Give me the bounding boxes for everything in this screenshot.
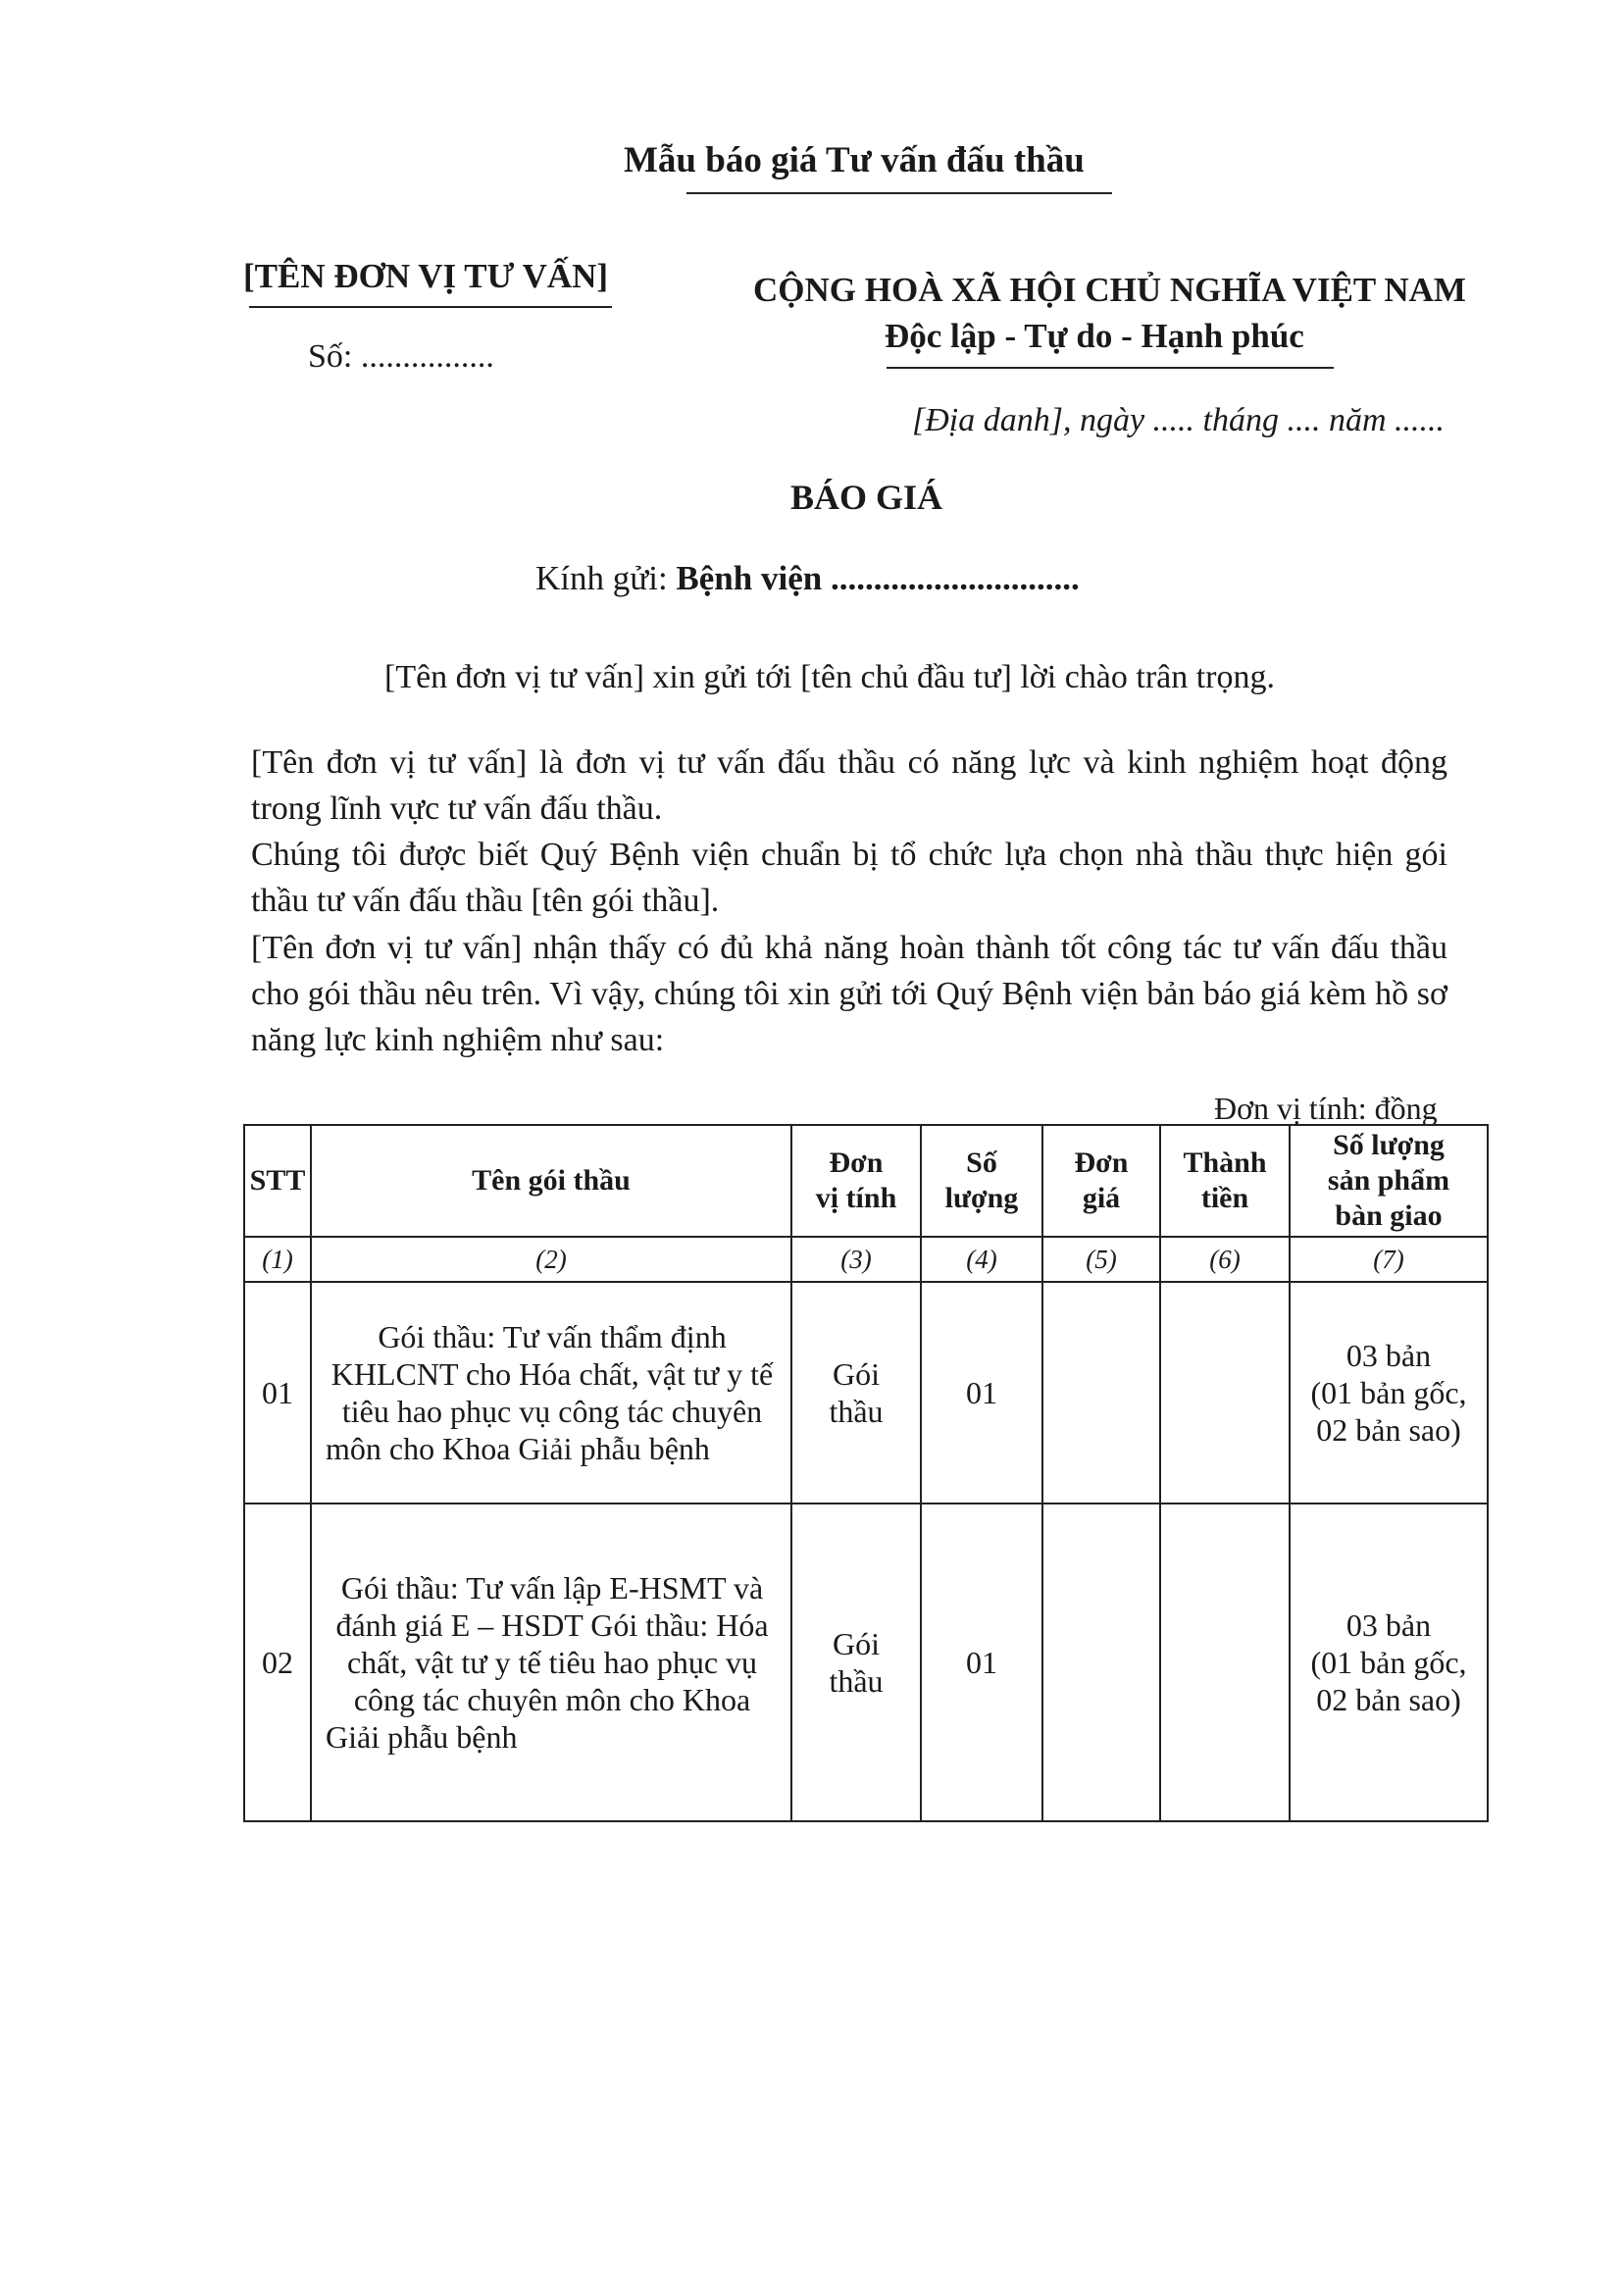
row-total <box>1160 1504 1290 1821</box>
consultant-unit-name: [TÊN ĐƠN VỊ TƯ VẤN] <box>243 257 609 295</box>
quote-table <box>243 1124 1489 1822</box>
column-number: (7) <box>1290 1237 1488 1282</box>
row-deliverables-line2: (01 bản gốc, <box>1310 1375 1467 1410</box>
row-package-name: Gói thầu: Tư vấn thẩm định KHLCNT cho Hóa chất, vật tư y tế tiêu hao phục vụ công tác chuyên môn cho Khoa Giải phẫu bệnh <box>311 1282 791 1504</box>
paragraph-awareness-text: Chúng tôi được biết Quý Bệnh viện chuẩn bị tổ chức lựa chọn nhà thầu thực hiện gói thầu tư vấn đấu thầu [tên gói thầu]. <box>251 837 1447 919</box>
table-row <box>244 1504 1488 1821</box>
header-deliverables <box>1290 1125 1488 1237</box>
column-number: (3) <box>791 1237 921 1282</box>
row-unit <box>791 1504 921 1821</box>
column-number: (5) <box>1042 1237 1160 1282</box>
header-quantity-line2: lượng <box>944 1182 1019 1214</box>
salutation-recipient: Bệnh viện ............................. <box>676 559 1080 597</box>
row-quantity: 01 <box>921 1504 1042 1821</box>
form-title-underline <box>686 192 1112 194</box>
row-unit-line2: thầu <box>829 1663 884 1699</box>
row-unit-price <box>1042 1282 1160 1504</box>
unit-name-underline <box>249 306 612 308</box>
header-unit-line2: vị tính <box>815 1182 897 1214</box>
row-unit <box>791 1282 921 1504</box>
row-deliverables-line3: 02 bản sao) <box>1316 1412 1461 1448</box>
row-deliverables-line3: 02 bản sao) <box>1316 1682 1461 1717</box>
header-stt: STT <box>244 1125 311 1237</box>
row-deliverables <box>1290 1282 1488 1504</box>
header-deliverables-line2: sản phẩm <box>1327 1164 1450 1197</box>
place-date-line: [Địa danh], ngày ..... tháng .... năm ...... <box>912 402 1446 438</box>
table-row <box>244 1282 1488 1504</box>
row-deliverables-line2: (01 bản gốc, <box>1310 1645 1467 1680</box>
column-number: (2) <box>311 1237 791 1282</box>
column-number-row <box>244 1237 1488 1282</box>
paragraph-offer <box>251 925 1447 1063</box>
document-number: Số: ................ <box>308 338 494 375</box>
header-unit <box>791 1125 921 1237</box>
row-unit-price <box>1042 1504 1160 1821</box>
header-total-line1: Thành <box>1183 1147 1267 1179</box>
currency-unit: Đơn vị tính: đồng <box>1214 1091 1438 1126</box>
header-total <box>1160 1125 1290 1237</box>
row-package-name: Gói thầu: Tư vấn lập E-HSMT và đánh giá E – HSDT Gói thầu: Hóa chất, vật tư y tế tiêu hao phục vụ công tác chuyên môn cho Khoa Giải phẫu bệnh <box>311 1504 791 1821</box>
header-quantity <box>921 1125 1042 1237</box>
header-quantity-line1: Số <box>966 1147 997 1179</box>
column-number: (6) <box>1160 1237 1290 1282</box>
header-unit-price <box>1042 1125 1160 1237</box>
header-deliverables-line1: Số lượng <box>1333 1129 1445 1161</box>
row-unit-line1: Gói <box>833 1626 880 1661</box>
row-deliverables-line1: 03 bản <box>1345 1338 1432 1373</box>
header-total-line2: tiền <box>1200 1182 1249 1214</box>
paragraph-offer-text: [Tên đơn vị tư vấn] nhận thấy có đủ khả năng hoàn thành tốt công tác tư vấn đấu thầu cho gói thầu nêu trên. Vì vậy, chúng tôi xin gửi tới Quý Bệnh viện bản báo giá kèm hồ sơ năng lực kinh nghiệm như sau: <box>251 930 1447 1058</box>
row-quantity: 01 <box>921 1282 1042 1504</box>
header-unit-line1: Đơn <box>829 1147 884 1179</box>
header-unit-price-line2: giá <box>1082 1182 1121 1214</box>
greeting-line: [Tên đơn vị tư vấn] xin gửi tới [tên chủ đầu tư] lời chào trân trọng. <box>384 659 1276 695</box>
salutation <box>535 559 1080 598</box>
column-number: (1) <box>244 1237 311 1282</box>
form-title: Mẫu báo giá Tư vấn đấu thầu <box>624 140 1085 180</box>
paragraph-capability <box>251 739 1447 832</box>
national-motto-underline <box>887 367 1334 369</box>
paragraph-capability-text: [Tên đơn vị tư vấn] là đơn vị tư vấn đấu thầu có năng lực và kinh nghiệm hoạt động trong lĩnh vực tư vấn đấu thầu. <box>251 744 1447 827</box>
header-package-name: Tên gói thầu <box>311 1125 791 1237</box>
quote-title: BÁO GIÁ <box>790 478 943 517</box>
row-unit-line2: thầu <box>829 1394 884 1429</box>
row-deliverables <box>1290 1504 1488 1821</box>
table-header-row <box>244 1125 1488 1237</box>
row-stt: 01 <box>244 1282 311 1504</box>
salutation-prefix: Kính gửi: <box>535 559 677 597</box>
paragraph-awareness <box>251 832 1447 924</box>
row-deliverables-line1: 03 bản <box>1345 1607 1432 1643</box>
row-total <box>1160 1282 1290 1504</box>
column-number: (4) <box>921 1237 1042 1282</box>
row-stt: 02 <box>244 1504 311 1821</box>
header-unit-price-line1: Đơn <box>1074 1147 1129 1179</box>
header-deliverables-line3: bàn giao <box>1335 1199 1443 1232</box>
national-title: CỘNG HOÀ XÃ HỘI CHỦ NGHĨA VIỆT NAM <box>753 271 1466 309</box>
national-motto: Độc lập - Tự do - Hạnh phúc <box>885 317 1304 355</box>
row-unit-line1: Gói <box>833 1356 880 1392</box>
